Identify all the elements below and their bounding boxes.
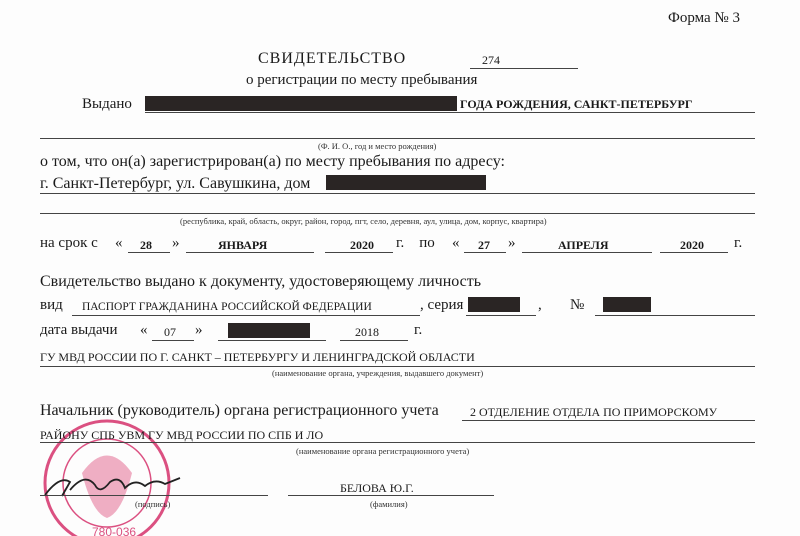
signature-line — [40, 495, 268, 496]
quote: » — [195, 322, 203, 338]
subtitle: о регистрации по месту пребывания — [246, 72, 478, 88]
issue-year-line — [340, 340, 408, 341]
caption-fio: (Ф. И. О., год и место рождения) — [318, 141, 437, 151]
to-month: АПРЕЛЯ — [558, 238, 609, 252]
address-line-2 — [40, 213, 755, 214]
official-name: БЕЛОВА Ю.Г. — [340, 481, 414, 495]
number-line — [595, 315, 755, 316]
to-year-line — [660, 252, 728, 253]
issue-year-suffix: г. — [414, 322, 423, 338]
from-day-line — [128, 252, 170, 253]
year-suffix: г. — [734, 235, 743, 251]
registered-text: о том, что он(а) зарегистрирован(а) по месту пребывания по адресу: — [40, 153, 505, 170]
registration-body-line-2-rule — [40, 442, 755, 443]
redacted-issue-month — [228, 323, 310, 338]
quote: » — [508, 235, 516, 251]
from-year: 2020 — [350, 238, 374, 252]
redacted-name — [145, 96, 457, 111]
from-day: 28 — [140, 238, 152, 252]
to-day: 27 — [478, 238, 490, 252]
issue-day-line — [152, 340, 194, 341]
quote: « — [115, 235, 123, 251]
doc-type-line — [72, 315, 420, 316]
series-line — [466, 315, 536, 316]
registration-body-line-1: 2 ОТДЕЛЕНИЕ ОТДЕЛА ПО ПРИМОРСКОМУ — [470, 405, 718, 419]
issue-year: 2018 — [355, 325, 379, 339]
head-label: Начальник (руководитель) органа регистрационного учета — [40, 402, 439, 419]
quote: « — [452, 235, 460, 251]
to-day-line — [464, 252, 506, 253]
number-line — [470, 68, 578, 69]
address: г. Санкт-Петербург, ул. Савушкина, дом — [40, 175, 311, 192]
period-to-label: г. по — [396, 235, 435, 251]
doc-type-label: вид — [40, 297, 63, 313]
period-from-label: на срок с — [40, 235, 98, 251]
issued-line-2 — [40, 138, 755, 139]
redacted-series — [468, 297, 520, 312]
caption-authority: (наименование органа, учреждения, выдавшего документ) — [272, 368, 484, 378]
issued-line — [145, 112, 755, 113]
from-month-line — [186, 252, 314, 253]
issue-day: 07 — [164, 325, 176, 339]
redacted-number — [603, 297, 651, 312]
registration-body-line-2: РАЙОНУ СПБ УВМ ГУ МВД РОССИИ ПО СПБ И ЛО — [40, 428, 324, 442]
document-title: СВИДЕТЕЛЬСТВО — [258, 50, 407, 67]
issued-label: Выдано — [82, 96, 132, 112]
surname-line — [288, 495, 494, 496]
authority-line — [40, 366, 755, 367]
to-month-line — [522, 252, 652, 253]
issued-to-suffix: ГОДА РОЖДЕНИЯ, САНКТ-ПЕТЕРБУРГ — [460, 97, 693, 111]
caption-registration-body: (наименование органа регистрационного учета) — [296, 446, 470, 456]
address-line — [40, 193, 755, 194]
issuing-authority: ГУ МВД РОССИИ ПО Г. САНКТ – ПЕТЕРБУРГУ И ЛЕНИНГРАДСКОЙ ОБЛАСТИ — [40, 350, 475, 364]
caption-surname: (фамилия) — [370, 499, 408, 509]
quote: « — [140, 322, 148, 338]
caption-address: (республика, край, область, округ, район, город, пгт, село, деревня, аул, улица, дом, корпус, квартира) — [180, 216, 547, 226]
form-number: Форма № 3 — [668, 10, 740, 26]
issue-month-line — [218, 340, 326, 341]
to-year: 2020 — [680, 238, 704, 252]
document-intro: Свидетельство выдано к документу, удостоверяющему личность — [40, 273, 482, 290]
caption-signature: (подпись) — [135, 499, 171, 509]
issue-date-label: дата выдачи — [40, 322, 118, 338]
series-label: , серия — [420, 297, 464, 313]
comma: , — [538, 297, 542, 313]
number-label: № — [570, 297, 585, 313]
svg-text:780-036: 780-036 — [92, 525, 137, 536]
from-year-line — [325, 252, 393, 253]
redacted-house — [326, 175, 486, 190]
registration-body-line — [462, 420, 755, 421]
certificate-number: 274 — [482, 53, 500, 67]
from-month: ЯНВАРЯ — [218, 238, 268, 252]
doc-type: ПАСПОРТ ГРАЖДАНИНА РОССИЙСКОЙ ФЕДЕРАЦИИ — [82, 301, 372, 313]
quote: » — [172, 235, 180, 251]
